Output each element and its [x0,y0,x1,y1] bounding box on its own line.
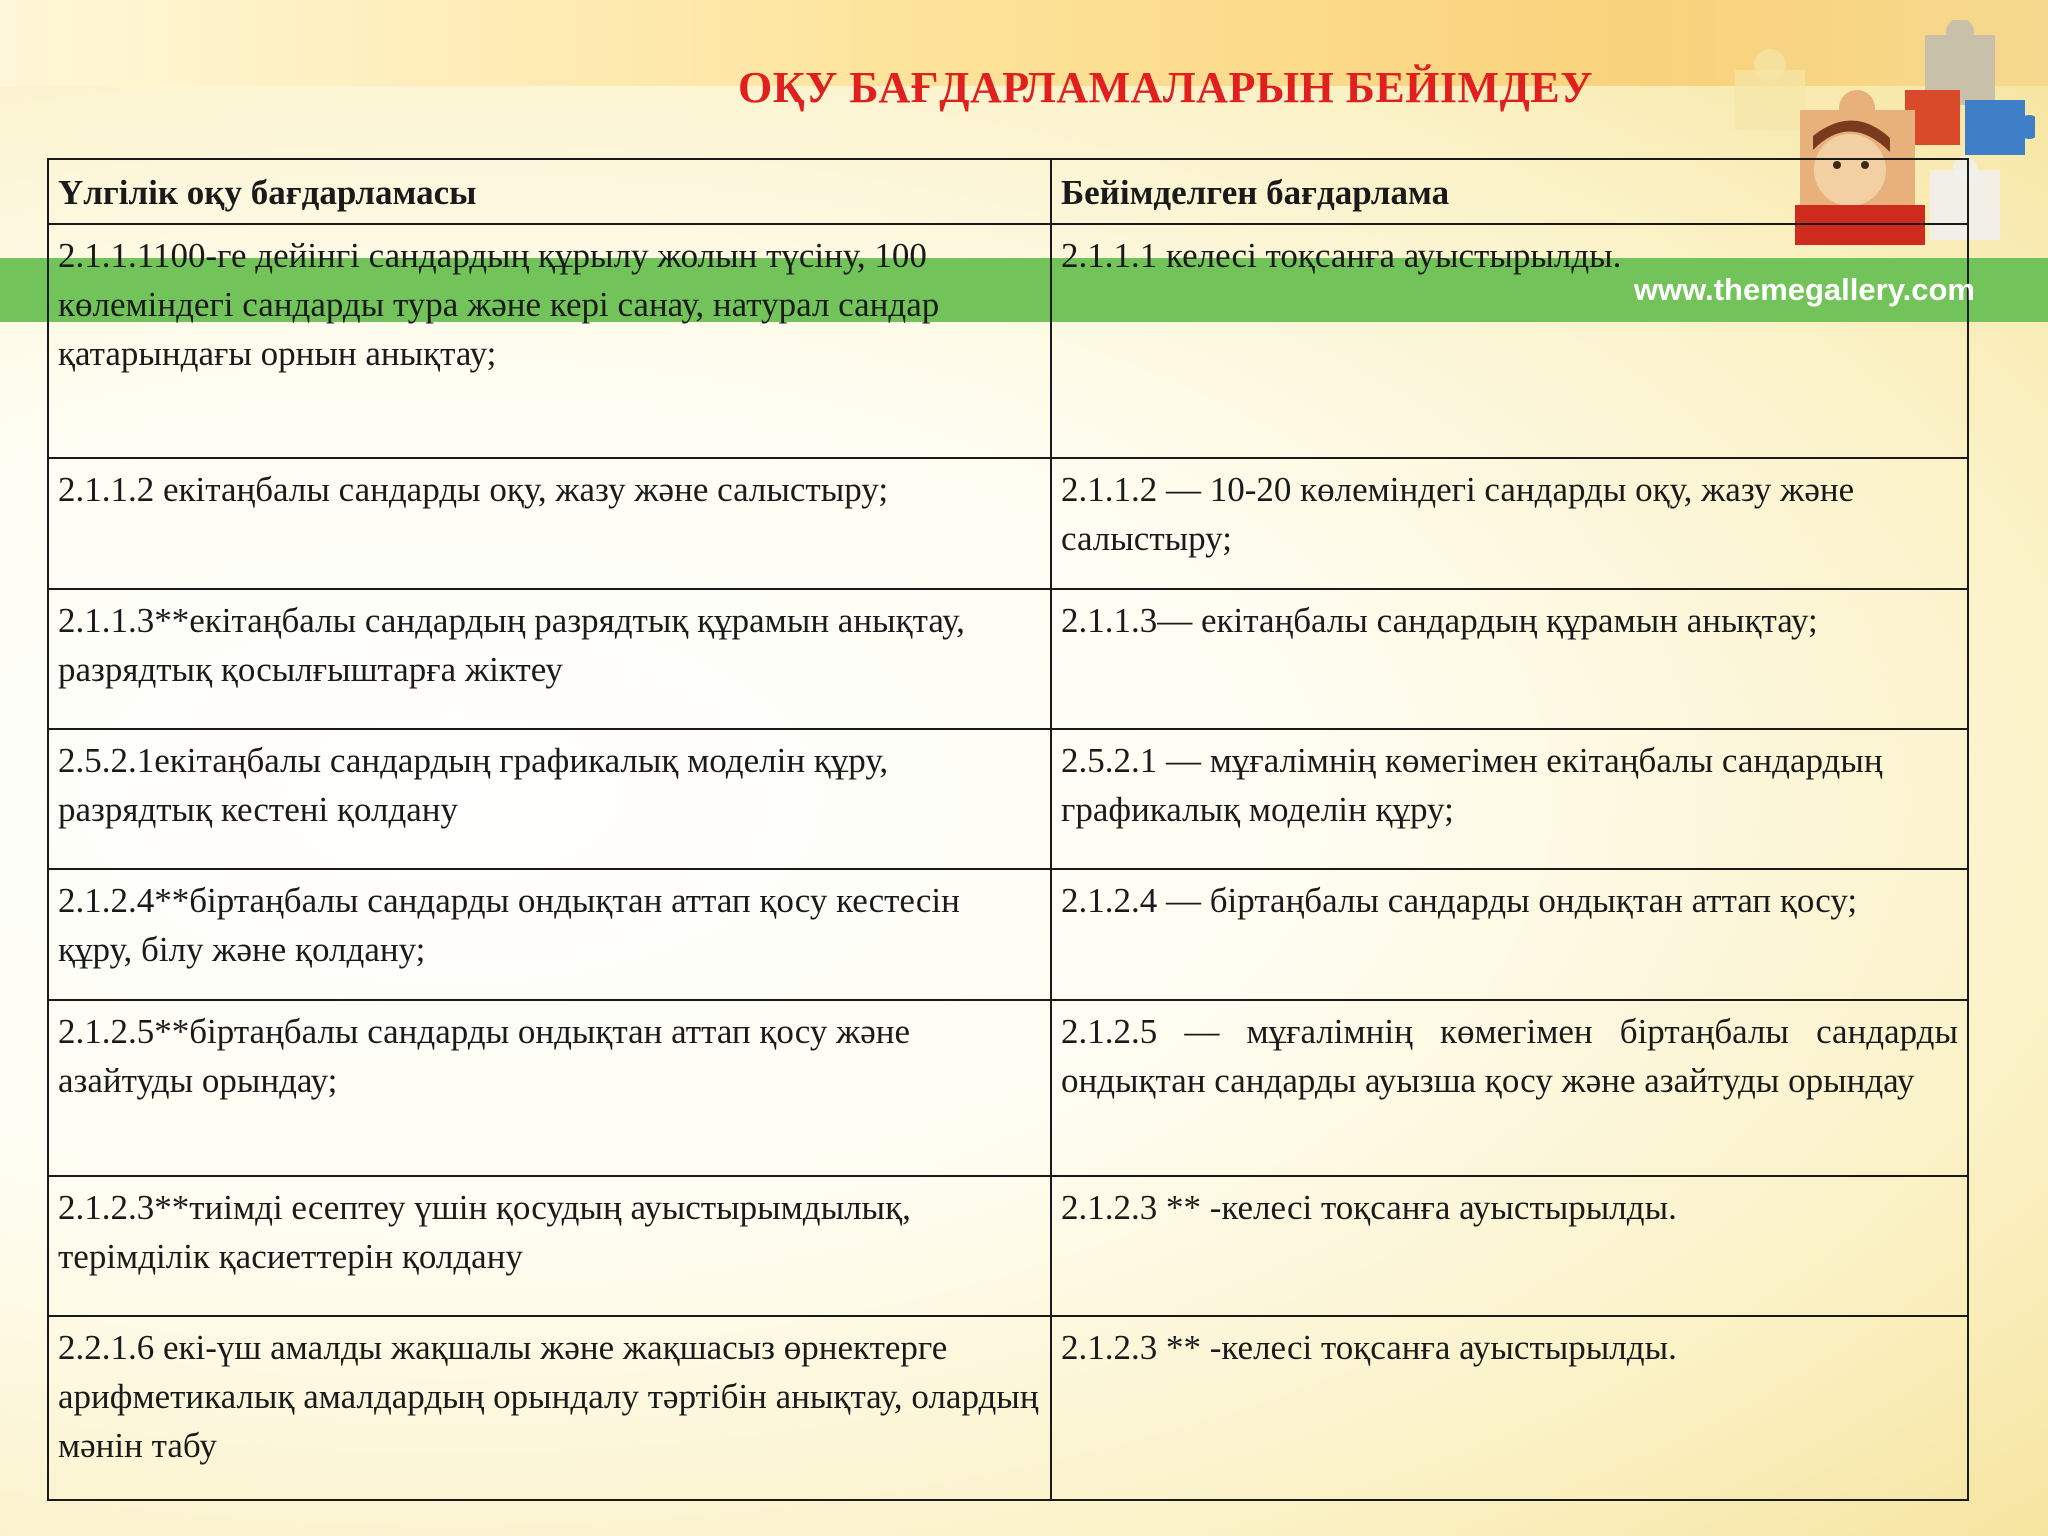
table-row [48,1000,1968,1176]
table-row [48,1176,1968,1316]
table-cell-model: 2.1.2.5**біртаңбалы сандарды ондықтан аттап қосу және азайтуды орындау; [48,1000,1051,1176]
curriculum-table-container [47,158,1969,1490]
header-adapted-program: Бейімделген бағдарлама [1051,159,1968,224]
table-cell-adapted: 2.5.2.1 — мұғалімнің көмегімен екітаңбалы сандардың графикалық моделін құру; [1051,729,1968,869]
curriculum-comparison-table [47,158,1969,1501]
table-header-row [48,159,1968,224]
table-cell-adapted: 2.1.2.3 ** -келесі тоқсанға ауыстырылды. [1051,1316,1968,1500]
table-cell-model: 2.1.1.2 екітаңбалы сандарды оқу, жазу және салыстыру; [48,458,1051,589]
table-cell-adapted: 2.1.2.3 ** -келесі тоқсанға ауыстырылды. [1051,1176,1968,1316]
table-cell-adapted: 2.1.2.5 — мұғалімнің көмегімен біртаңбалы сандарды ондықтан сандарды ауызша қосу және азайтуды орындау [1051,1000,1968,1176]
table-row [48,458,1968,589]
table-cell-model: 2.1.1.3**екітаңбалы сандардың разрядтық құрамын анықтау, разрядтық қосылғыштарға жіктеу [48,589,1051,729]
table-cell-model: 2.2.1.6 екі-үш амалды жақшалы және жақшасыз өрнектерге арифметикалық амалдардың орындалу тәртібін анықтау, олардың мәнін табу [48,1316,1051,1500]
table-cell-model: 2.1.2.3**тиімді есептеу үшін қосудың ауыстырымдылық, терімділік қасиеттерін қолдану [48,1176,1051,1316]
table-cell-adapted: 2.1.2.4 — біртаңбалы сандарды ондықтан аттап қосу; [1051,869,1968,1000]
table-cell-adapted: 2.1.1.2 — 10-20 көлеміндегі сандарды оқу, жазу және салыстыру; [1051,458,1968,589]
table-row [48,869,1968,1000]
table-cell-model: 2.1.1.1100-ге дейінгі сандардың құрылу жолын түсіну, 100 көлеміндегі сандарды тура және кері санау, натурал сандар қатарындағы орнын анықтау; [48,224,1051,458]
table-cell-model: 2.5.2.1екітаңбалы сандардың графикалық моделін құру, разрядтық кестені қолдану [48,729,1051,869]
table-cell-adapted: 2.1.1.3— екітаңбалы сандардың құрамын анықтау; [1051,589,1968,729]
table-row [48,729,1968,869]
table-row [48,589,1968,729]
table-row [48,1316,1968,1500]
table-cell-adapted: 2.1.1.1 келесі тоқсанға ауыстырылды. [1051,224,1968,458]
slide-title: ОҚУ БАҒДАРЛАМАЛАРЫН БЕЙІМДЕУ [738,63,1593,112]
header-model-program: Үлгілік оқу бағдарламасы [48,159,1051,224]
table-cell-model: 2.1.2.4**біртаңбалы сандарды ондықтан аттап қосу кестесін құру, білу және қолдану; [48,869,1051,1000]
website-watermark: www.themegallery.com [1633,272,1975,307]
table-row [48,224,1968,458]
